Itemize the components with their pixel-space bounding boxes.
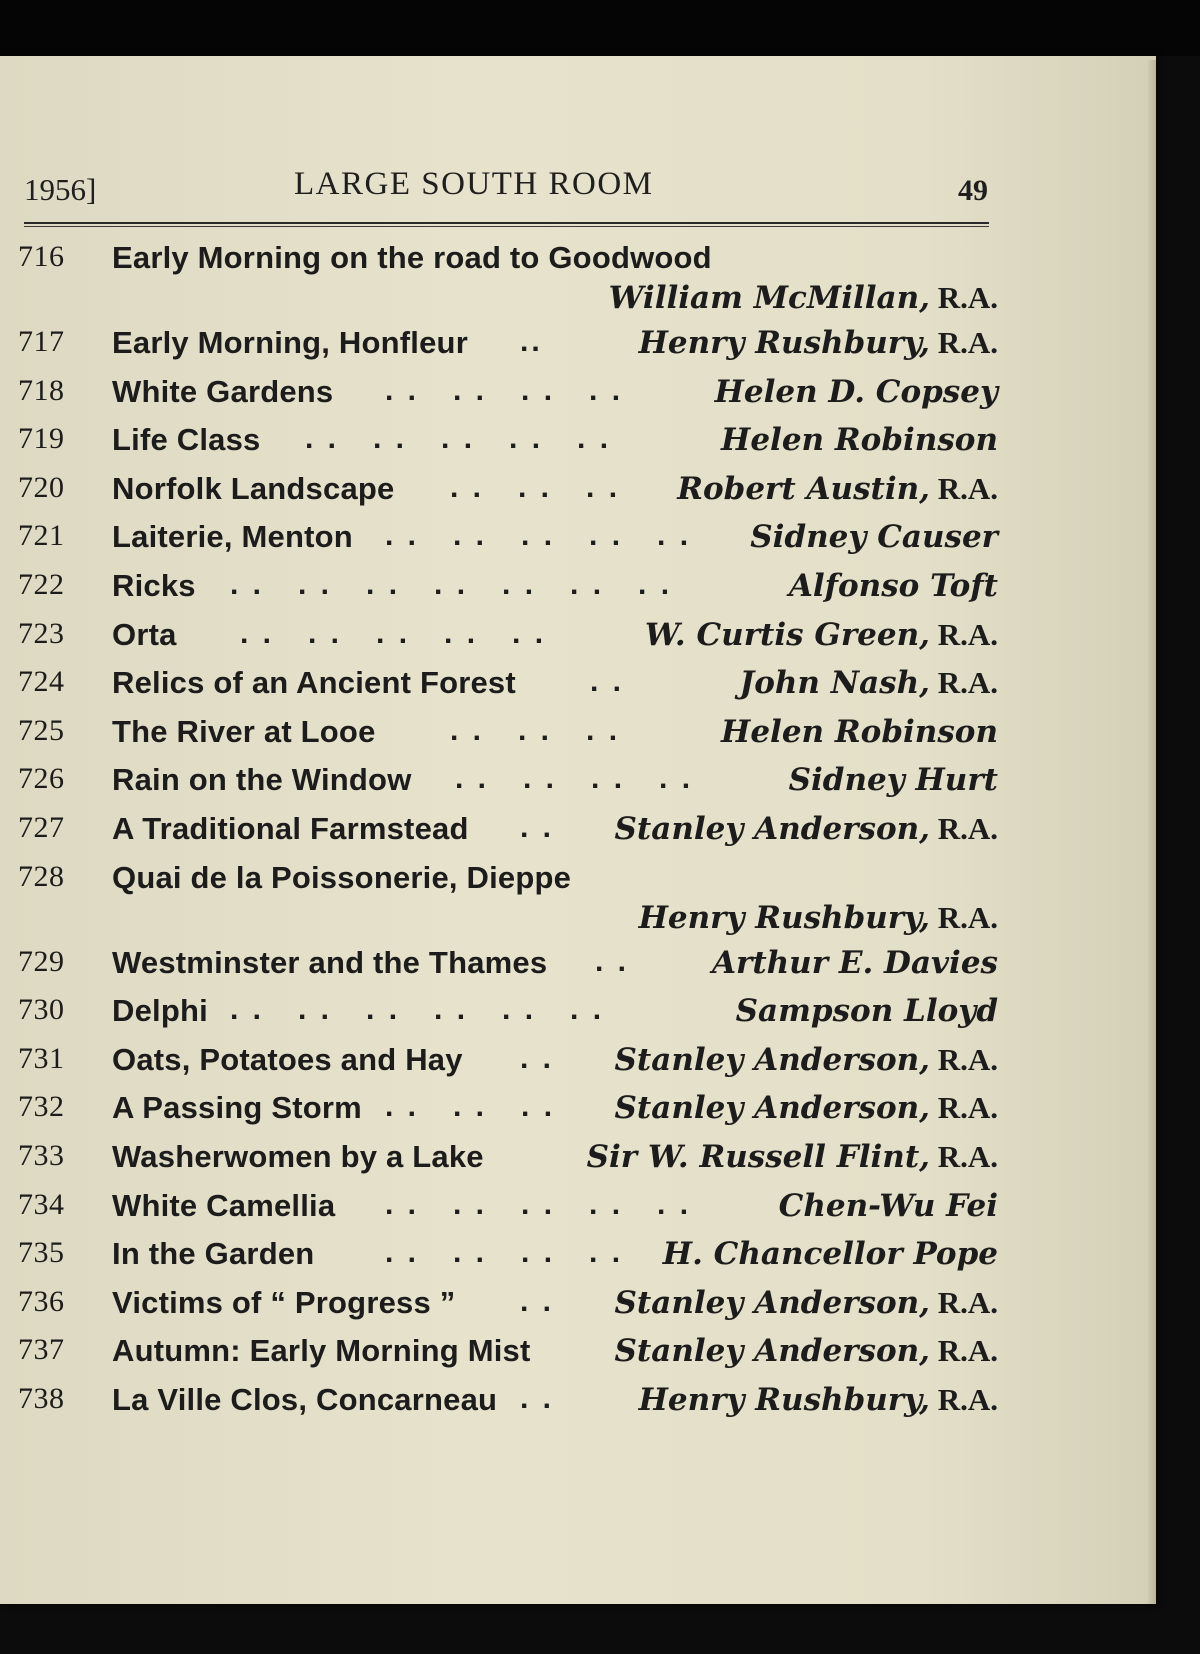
entry-artist bbox=[750, 519, 998, 555]
entry-number: 726 bbox=[18, 762, 65, 796]
entry-artist bbox=[615, 811, 998, 847]
catalogue-entry bbox=[0, 519, 1010, 568]
leader-dots: . . . . . . . . bbox=[385, 1236, 624, 1270]
catalogue-entry bbox=[0, 568, 1010, 617]
catalogue-entry bbox=[0, 325, 1010, 374]
entry-title: Life Class bbox=[112, 422, 261, 458]
entry-number: 719 bbox=[18, 422, 65, 456]
entry-artist bbox=[663, 1236, 998, 1272]
artist-name: Helen Robinson bbox=[721, 713, 998, 750]
leader-dots: . . . . . . . . bbox=[385, 373, 624, 407]
leader-dots: . . . . . . . . . . bbox=[385, 1187, 692, 1221]
artist-name: Stanley Anderson, bbox=[614, 810, 930, 847]
artist-name: Henry Rushbury, bbox=[638, 1381, 930, 1418]
artist-suffix: R.A. bbox=[929, 470, 998, 506]
artist-name: Helen Robinson bbox=[721, 422, 998, 459]
catalogue-entry bbox=[0, 240, 1010, 325]
entry-number: 729 bbox=[18, 944, 65, 978]
header-room-title: LARGE SOUTH ROOM bbox=[294, 166, 654, 202]
artist-suffix: R.A. bbox=[929, 1138, 998, 1174]
entry-title: La Ville Clos, Concarneau bbox=[112, 1381, 498, 1417]
entry-number: 735 bbox=[18, 1236, 65, 1270]
catalogue-entry bbox=[0, 617, 1010, 666]
entry-number: 722 bbox=[18, 567, 65, 601]
running-header bbox=[24, 160, 990, 220]
leader-dots: . . bbox=[520, 1284, 555, 1318]
entry-number: 721 bbox=[18, 519, 65, 553]
catalogue-entry bbox=[0, 1382, 1010, 1431]
entry-title: Autumn: Early Morning Mist bbox=[112, 1333, 531, 1369]
entry-number: 723 bbox=[18, 616, 65, 650]
entry-number: 738 bbox=[18, 1381, 65, 1415]
entry-artist bbox=[779, 1188, 998, 1224]
catalogue-entry bbox=[0, 714, 1010, 763]
artist-suffix: R.A. bbox=[929, 1041, 998, 1077]
entry-artist bbox=[639, 1382, 998, 1418]
header-rule bbox=[24, 222, 989, 224]
artist-name: William McMillan, bbox=[608, 280, 930, 316]
entry-artist bbox=[712, 945, 998, 981]
catalogue-entry bbox=[0, 1188, 1010, 1237]
artist-suffix: R.A. bbox=[929, 899, 998, 935]
catalogue-entry bbox=[0, 665, 1010, 714]
entry-artist bbox=[645, 617, 998, 653]
entry-artist bbox=[789, 568, 998, 604]
catalogue-entry bbox=[0, 945, 1010, 994]
entry-title: Relics of an Ancient Forest bbox=[112, 665, 516, 701]
page-number: 49 bbox=[958, 174, 988, 207]
leader-dots: . . . . . . . . . . . . bbox=[230, 993, 605, 1027]
entry-number: 720 bbox=[18, 470, 65, 504]
artist-suffix: R.A. bbox=[929, 1090, 998, 1126]
entry-title: Early Morning, Honfleur bbox=[112, 325, 468, 360]
artist-name: Stanley Anderson, bbox=[614, 1333, 930, 1370]
catalogue-entry bbox=[0, 860, 1010, 945]
artist-name: Sidney Hurt bbox=[788, 762, 998, 799]
artist-suffix: R.A. bbox=[929, 325, 998, 360]
catalogue-entry bbox=[0, 374, 1010, 423]
entry-artist bbox=[639, 325, 998, 361]
catalogue-entry bbox=[0, 1139, 1010, 1188]
artist-name: Stanley Anderson, bbox=[614, 1090, 930, 1127]
leader-dots: . . bbox=[520, 810, 555, 844]
entry-number: 727 bbox=[18, 810, 65, 844]
catalogue-entry bbox=[0, 1285, 1010, 1334]
artist-name: W. Curtis Green, bbox=[644, 616, 930, 653]
entry-title: The River at Looe bbox=[112, 713, 376, 749]
entry-artist bbox=[639, 900, 998, 936]
artist-name: Henry Rushbury, bbox=[638, 325, 930, 361]
artist-suffix: R.A. bbox=[929, 1333, 998, 1369]
leader-dots: . . bbox=[520, 1381, 555, 1415]
entry-number: 734 bbox=[18, 1187, 65, 1221]
artist-suffix: R.A. bbox=[929, 616, 998, 652]
entry-title: Victims of “ Progress ” bbox=[112, 1284, 456, 1320]
entry-title: Oats, Potatoes and Hay bbox=[112, 1041, 463, 1077]
catalogue-entry bbox=[0, 993, 1010, 1042]
entry-number: 732 bbox=[18, 1090, 65, 1124]
artist-name: Helen D. Copsey bbox=[714, 373, 998, 410]
artist-name: Alfonso Toft bbox=[788, 567, 998, 604]
artist-suffix: R.A. bbox=[929, 280, 998, 315]
catalogue-list bbox=[0, 240, 1010, 1430]
leader-dots: . . . . . . bbox=[450, 470, 621, 504]
entry-artist bbox=[740, 665, 998, 701]
entry-number: 718 bbox=[18, 373, 65, 407]
leader-dots: . . bbox=[590, 665, 625, 699]
entry-number: 737 bbox=[18, 1333, 65, 1367]
entry-artist bbox=[615, 1333, 998, 1369]
entry-artist bbox=[615, 1042, 998, 1078]
artist-name: John Nash, bbox=[739, 665, 930, 702]
leader-dots: .. bbox=[520, 325, 543, 358]
entry-artist bbox=[789, 762, 998, 798]
artist-name: Henry Rushbury, bbox=[638, 899, 930, 936]
artist-suffix: R.A. bbox=[929, 665, 998, 701]
artist-suffix: R.A. bbox=[929, 1284, 998, 1320]
entry-number: 724 bbox=[18, 665, 65, 699]
artist-name: Robert Austin, bbox=[677, 470, 930, 507]
entry-artist bbox=[677, 471, 998, 507]
entry-title: Washerwomen by a Lake bbox=[112, 1138, 484, 1174]
entry-title: Early Morning on the road to Goodwood bbox=[112, 240, 712, 275]
artist-name: Chen-Wu Fei bbox=[778, 1187, 998, 1224]
entry-artist bbox=[715, 374, 998, 410]
entry-number: 733 bbox=[18, 1138, 65, 1172]
artist-suffix: R.A. bbox=[929, 810, 998, 846]
entry-artist bbox=[615, 1090, 998, 1126]
entry-title: Rain on the Window bbox=[112, 762, 412, 798]
catalogue-entry bbox=[0, 471, 1010, 520]
catalogue-entry bbox=[0, 1236, 1010, 1285]
entry-artist bbox=[736, 993, 998, 1029]
entry-title: Ricks bbox=[112, 567, 196, 603]
catalogue-entry bbox=[0, 1333, 1010, 1382]
leader-dots: . . bbox=[595, 944, 630, 978]
entry-artist bbox=[609, 280, 998, 316]
entry-number: 716 bbox=[18, 240, 65, 273]
entry-artist bbox=[721, 714, 998, 750]
header-rule-thin bbox=[24, 226, 989, 227]
artist-name: Sampson Lloyd bbox=[735, 993, 998, 1030]
catalogue-entry bbox=[0, 1090, 1010, 1139]
artist-name: H. Chancellor Pope bbox=[662, 1236, 998, 1273]
entry-number: 728 bbox=[18, 859, 65, 893]
entry-title: Westminster and the Thames bbox=[112, 944, 548, 980]
catalogue-entry bbox=[0, 762, 1010, 811]
catalogue-entry bbox=[0, 1042, 1010, 1091]
entry-artist bbox=[615, 1285, 998, 1321]
artist-name: Sidney Causer bbox=[750, 519, 998, 556]
entry-title: Quai de la Poissonerie, Dieppe bbox=[112, 859, 572, 895]
entry-title: Laiterie, Menton bbox=[112, 519, 353, 555]
entry-artist bbox=[587, 1139, 998, 1175]
background-top bbox=[0, 0, 1200, 56]
entry-title: Norfolk Landscape bbox=[112, 470, 395, 506]
entry-number: 717 bbox=[18, 325, 65, 358]
entry-title: White Gardens bbox=[112, 373, 334, 409]
artist-name: Stanley Anderson, bbox=[614, 1284, 930, 1321]
leader-dots: . . . . . . . . . . bbox=[305, 422, 612, 456]
entry-number: 731 bbox=[18, 1041, 65, 1075]
artist-suffix: R.A. bbox=[929, 1381, 998, 1417]
entry-number: 725 bbox=[18, 713, 65, 747]
catalogue-entry bbox=[0, 811, 1010, 860]
entry-title: A Passing Storm bbox=[112, 1090, 362, 1126]
catalogue-entry bbox=[0, 422, 1010, 471]
entry-title: Delphi bbox=[112, 993, 208, 1029]
entry-title: A Traditional Farmstead bbox=[112, 810, 469, 846]
leader-dots: . . bbox=[520, 1041, 555, 1075]
entry-number: 736 bbox=[18, 1284, 65, 1318]
artist-name: Arthur E. Davies bbox=[711, 944, 998, 981]
entry-title: Orta bbox=[112, 616, 177, 652]
leader-dots: . . . . . . bbox=[385, 1090, 556, 1124]
entry-number: 730 bbox=[18, 993, 65, 1027]
entry-artist bbox=[721, 422, 998, 458]
leader-dots: . . . . . . . . . . bbox=[385, 519, 692, 553]
entry-title: White Camellia bbox=[112, 1187, 336, 1223]
leader-dots: . . . . . . bbox=[450, 713, 621, 747]
leader-dots: . . . . . . . . . . . . . . bbox=[230, 567, 673, 601]
leader-dots: . . . . . . . . bbox=[455, 762, 694, 796]
page-edge bbox=[1148, 60, 1156, 1604]
entry-title: In the Garden bbox=[112, 1236, 315, 1272]
leader-dots: . . . . . . . . . . bbox=[240, 616, 547, 650]
header-year: 1956] bbox=[24, 172, 97, 207]
artist-name: Stanley Anderson, bbox=[614, 1041, 930, 1078]
artist-name: Sir W. Russell Flint, bbox=[586, 1138, 930, 1175]
